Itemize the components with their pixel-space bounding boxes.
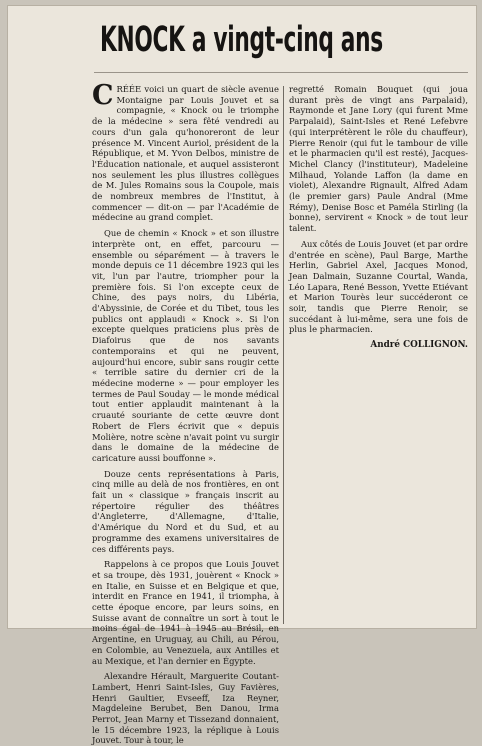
paragraph-1-text: RÉÉE voici un quart de siècle avenue Montaigne par Louis Jouvet et sa compagnie, « Knock ou le triomphe de la médecine » sera fêté vendredi au cours d'un gala qu'honoreront de leur présence M. Vincent Auriol, président de la République, et M. Yvon Delbos, ministre de l'Éducation nationale, et auquel assisteront nos seulement les plus illustres collègues de M. Jules Romains sous la Coupole, mais de nombreux membres de l'Institut, à commencer — dit-on — par l'Académie de médecine au grand complet.: [92, 84, 279, 223]
article-column-1: [92, 80, 279, 746]
newspaper-clipping: [8, 6, 476, 746]
paragraph-3: Douze cents représentations à Paris, cinq mille au delà de nos frontières, en ont fait un « classique » français inscrit au répertoire régulier des théâtres d'Angleterre, d'Allemagne, d'Italie, d'Amérique du Nord et du Sud, et au programme des examens universitaires de ces différents pays.: [92, 468, 279, 554]
article-column-2: [289, 84, 468, 351]
column-separator: [283, 86, 284, 624]
author-signature: André COLLIGNON.: [370, 340, 468, 351]
paragraph-5: Alexandre Hérault, Marguerite Coutant-Lambert, Henri Saint-Isles, Guy Favières, Henri Gaultier, Evseeff, Iza Reyner, Magdeleine Berubet, Ben Danou, Irma Perrot, Jean Marny et Tissezand donnaient, le 15 décembre 1923, la réplique à Louis Jouvet. Tour à tour, le: [92, 671, 279, 746]
headline: KNOCK a vingt-cinq ans: [100, 20, 383, 60]
paragraph-4: Rappelons à ce propos que Louis Jouvet et sa troupe, dès 1931, jouèrent « Knock » en Italie, en Suisse et en Belgique et que, interdit en France en 1941, il triompha, à cette époque encore, par leurs soins, en Suisse avant de connaître un sort à tout le moins égal de 1941 à 1945 au Brésil, en Argentine, en Uruguay, au Chili, au Pérou, en Colombie, au Venezuela, aux Antilles et au Mexique, et l'an dernier en Égypte.: [92, 559, 279, 666]
drop-cap: C: [92, 80, 114, 111]
paragraph-2: Que de chemin « Knock » et son illustre interprète ont, en effet, parcouru — ensemble ou séparément — à travers le monde depuis ce 11 décembre 1923 qui les vit, l'un par l'autre, triompher pour la première fois. Si l'on excepte ceux de Chine, des pays noirs, du Libéria, d'Abyssinie, de Corée et du Tibet, tous les publics ont applaudi « Knock ». Si l'on excepte quelques praticiens plus près de Diafoirus que de nos savants contemporains et qui ne peuvent, aujourd'hui encore, subir sans rougir cette « terrible satire du dernier cri de la médecine moderne » — pour employer les termes de Paul Souday — le monde médical tout entier applaudit maintenant à la cruauté souriante de cette œuvre dont Robert de Flers écrivit que « depuis Molière, notre scène n'avait point vu surgir dans le domaine de la médecine de caricature aussi bouffonne ».: [92, 228, 279, 463]
headline-rule: [94, 72, 468, 73]
paragraph-1: [92, 80, 279, 223]
paragraph-7: Aux côtés de Louis Jouvet (et par ordre d'entrée en scène), Paul Barge, Marthe Herlin, Gabriel Axel, Jacques Monod, Jean Dalmain, Suzanne Courtal, Wanda, Léo Lapara, René Besson, Yvette Etiévant et Marion Tourès leur succéderont ce soir, tandis que Pierre Renoir, se succédant à lui-même, sera une fois de plus le pharmacien.: [289, 238, 468, 335]
paragraph-6: regretté Romain Bouquet (qui joua durant près de vingt ans Parpalaid), Raymonde et Jane Lory (qui furent Mme Parpalaid), Saint-Isles et René Lefebvre (qui interprétèrent le rôle du chauffeur), Pierre Renoir (qui fut le tambour de ville et le pharmacien qu'il est resté), Jacques-Michel Clancy (l'instituteur), Madeleine Milhaud, Yolande Laffon (la dame en violet), Alexandre Rignault, Alfred Adam (le premier gars) Paule Andral (Mme Rémy), Denise Bosc et Paméla Stirling (la bonne), servirent « Knock » de tout leur talent.: [289, 84, 468, 234]
